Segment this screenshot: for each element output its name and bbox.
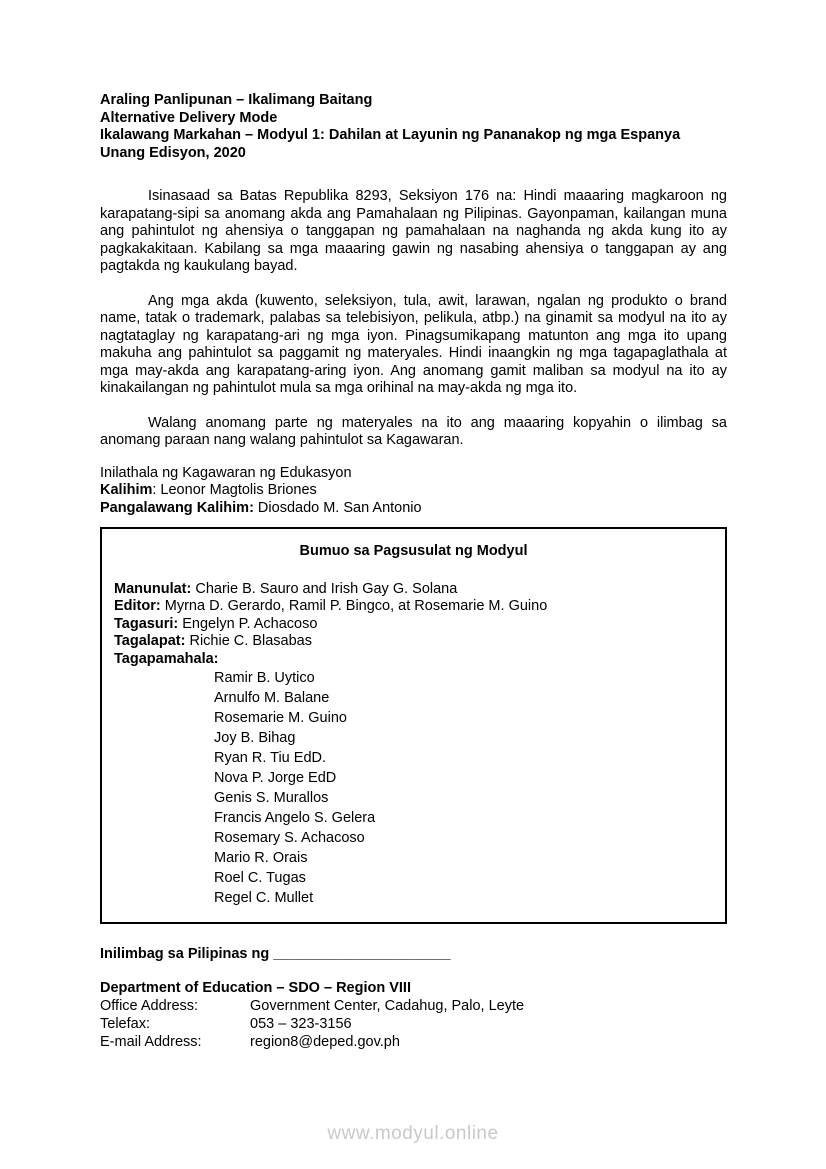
credit-row-tagapamahala [114,651,713,669]
undersecretary-label: Pangalawang Kalihim: [100,499,254,516]
manager-name: Ryan R. Tiu EdD. [214,750,327,766]
manager-name: Genis S. Murallos [214,790,329,806]
undersecretary-line [100,500,727,518]
undersecretary-name: Diosdado M. San Antonio [253,499,422,516]
copyright-paragraph-3: Walang anomang parte ng materyales na ito ang maaaring kopyahin o ilimbag sa anomang paraan nang walang pahintulot sa Kagawaran. [100,414,727,448]
copyright-paragraph-2: Ang mga akda (kuwento, seleksiyon, tula, awit, larawan, ngalan ng produkto o brand name, tatak o trademark, palabas sa telebisiyon, pelikula, atbp.) na ginamit sa modyul na ito ay nagtataglay ng karapatang-ari ng mga iyon. Pinagsumikapang matunton ang mga ito upang makuha ang pahintulot sa paggamit ng materyales. Hindi inaangkin ng mga tagapaglathala at mga may-akda ang karapatang-aring iyon. Ang anomang gamit maliban sa modyul na ito ay kinakailangan ng pahintulot mula sa mga orihinal na may-akda ng mga ito. [100,292,727,396]
manager-name: Ramir B. Uytico [214,670,315,686]
credit-label: Tagasuri: [114,615,179,632]
office-name: Department of Education – SDO – Region VIII [100,979,411,996]
credit-label: Manunulat: [114,580,192,597]
manager-name: Rosemarie M. Guino [214,710,347,726]
office-address-value: Government Center, Cadahug, Palo, Leyte [250,998,525,1014]
credit-label: Tagapamahala: [114,650,219,667]
credit-row-manunulat [114,581,713,599]
email-value: region8@deped.gov.ph [250,1034,400,1050]
email-label: E-mail Address: [100,1034,202,1050]
copyright-paragraph-1: Isinasaad sa Batas Republika 8293, Seksiyon 176 na: Hindi maaaring magkaroon ng karapatang-sipi sa anomang akda ang Pamahalaan ng Pilipinas. Gayonpaman, kailangan muna ang pahintulot ng ahensiya o tanggapan ng pamahalaan na naghanda ng akda kung ito ay pagkakakitaan. Kabilang sa mga maaaring gawin ng nasabing ahensiya o tanggapan ay ang pagtakda ng kaukulang bayad. [100,188,727,274]
telefax-row [100,1015,727,1033]
printed-in-blank: ______________________ [273,946,451,962]
module-title-line: Ikalawang Markahan – Modyul 1: Dahilan at Layunin ng Pananakop ng mga Espanya [100,127,681,143]
credit-value: Charie B. Sauro and Irish Gay G. Solana [195,580,458,597]
office-address-row [100,997,727,1015]
secretary-label: Kalihim [100,482,153,498]
telefax-label: Telefax: [100,1016,150,1032]
module-edition-line: Unang Edisyon, 2020 [100,144,246,161]
credit-label: Tagalapat: [114,633,186,649]
printed-in-text: Inilimbag sa Pilipinas ng [100,946,274,962]
manager-name: Rosemary S. Achacoso [214,830,365,846]
manager-name: Nova P. Jorge EdD [214,770,337,786]
page-content [100,92,727,1051]
development-team-box-title: Bumuo sa Pagsusulat ng Modyul [299,543,528,559]
credit-row-tagasuri [114,616,713,634]
email-row [100,1033,727,1051]
manager-name: Joy B. Bihag [214,730,296,746]
publisher-block [100,465,727,518]
credit-value: Myrna D. Gerardo, Ramil P. Bingco, at Rosemarie M. Guino [164,598,548,614]
office-block [100,980,727,1052]
development-team-box [100,527,727,924]
secretary-line [100,482,727,500]
managers-list [114,668,713,908]
module-header [100,92,727,162]
credit-value: Richie C. Blasabas [189,633,312,649]
manager-name: Francis Angelo S. Gelera [214,810,376,826]
manager-name: Regel C. Mullet [214,890,314,906]
credit-row-editor [114,598,713,616]
office-address-label: Office Address: [100,998,199,1014]
secretary-name: : Leonor Magtolis Briones [152,482,317,498]
module-delivery-mode-line: Alternative Delivery Mode [100,109,278,126]
watermark: www.modyul.online [327,1123,499,1144]
manager-name: Mario R. Orais [214,850,308,866]
credit-label: Editor: [114,598,161,614]
credit-row-tagalapat [114,633,713,651]
telefax-value: 053 – 323-3156 [250,1016,352,1032]
manager-name: Arnulfo M. Balane [214,690,330,706]
printed-in-line [100,946,727,964]
published-by-line: Inilathala ng Kagawaran ng Edukasyon [100,464,352,481]
credit-value: Engelyn P. Achacoso [182,615,318,632]
module-subject-line: Araling Panlipunan – Ikalimang Baitang [100,92,373,108]
manager-name: Roel C. Tugas [214,870,306,886]
